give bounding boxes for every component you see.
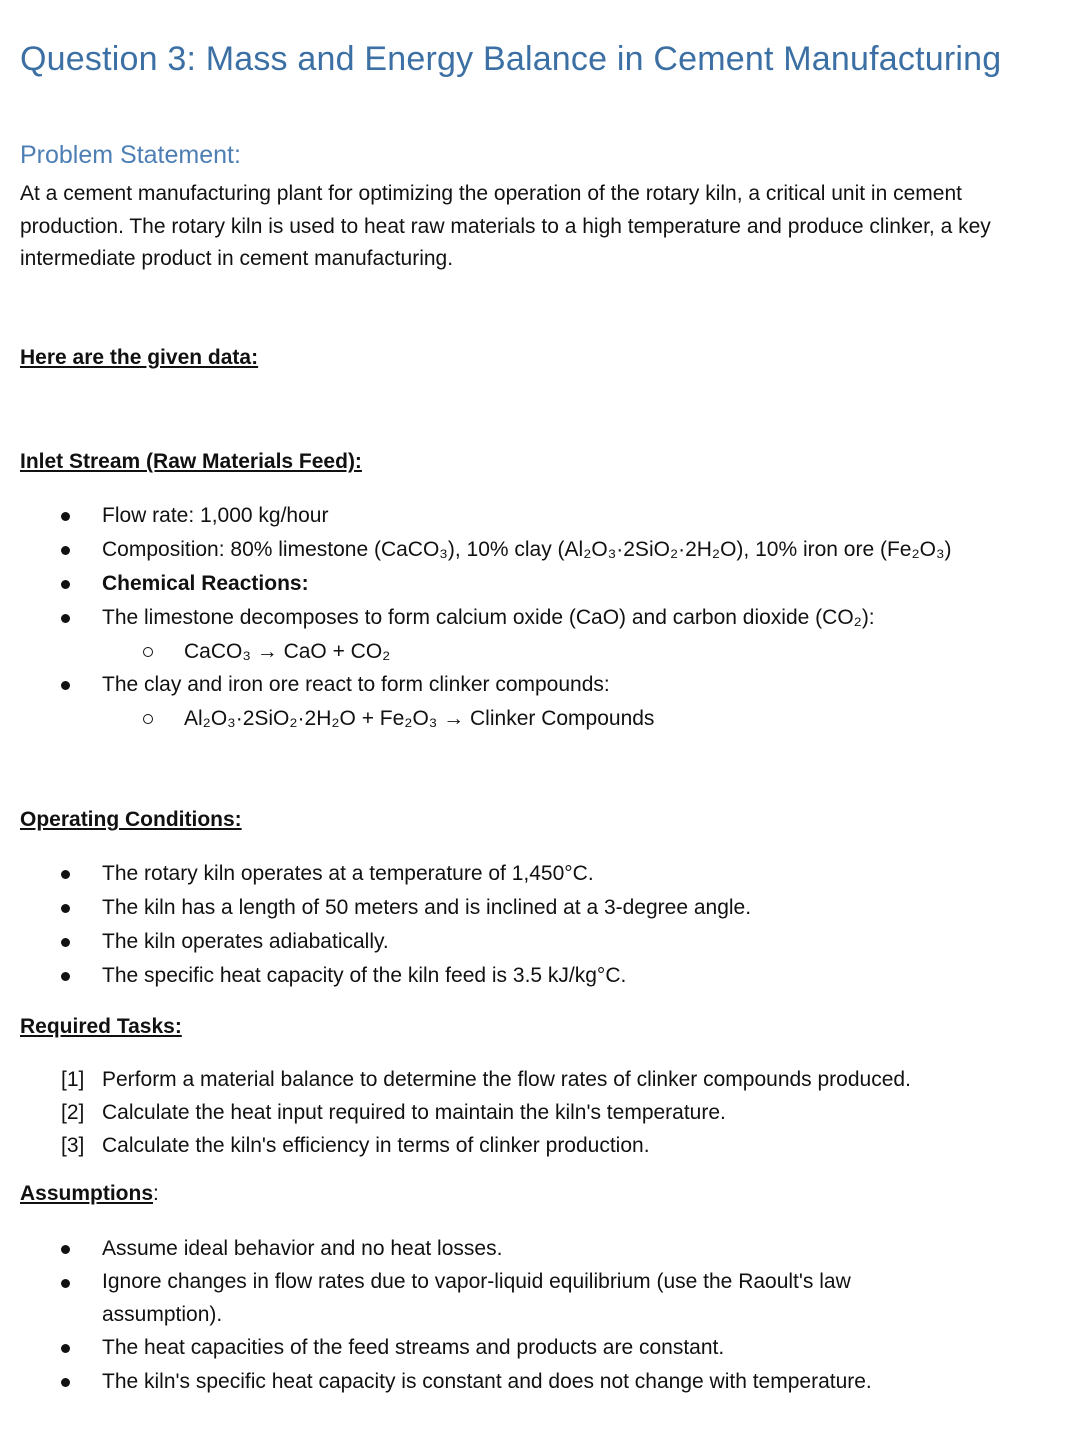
task-text: Perform a material balance to determine the flow rates of clinker compounds produced. bbox=[102, 1068, 911, 1091]
list-item: The kiln's specific heat capacity is constant and does not change with temperature. bbox=[0, 1365, 1066, 1399]
task-item bbox=[0, 1129, 1066, 1162]
problem-statement-heading: Problem Statement: bbox=[20, 141, 241, 169]
given-data-heading: Here are the given data: bbox=[20, 346, 259, 369]
list-item: Ignore changes in flow rates due to vapor-liquid equilibrium (use the Raoult's law assumption). bbox=[0, 1266, 962, 1331]
bullet-icon bbox=[61, 1245, 70, 1254]
task-number: [2] bbox=[61, 1101, 85, 1124]
bullet-icon bbox=[61, 1344, 70, 1353]
bullet-icon bbox=[61, 972, 70, 981]
list-item: Chemical Reactions: bbox=[0, 567, 1066, 601]
operating-conditions-list bbox=[0, 857, 1066, 993]
bullet-icon bbox=[61, 1279, 70, 1288]
operating-conditions-heading: Operating Conditions: bbox=[20, 808, 242, 831]
sub-list-item: Al₂O₃·2SiO₂·2H₂O + Fe₂O₃ → Clinker Compounds bbox=[0, 702, 1066, 735]
list-item: The clay and iron ore react to form clinker compounds: bbox=[0, 668, 1066, 702]
circle-bullet-icon bbox=[143, 647, 153, 657]
list-item: Flow rate: 1,000 kg/hour bbox=[0, 499, 1066, 533]
bullet-icon bbox=[61, 1378, 70, 1387]
list-item: The heat capacities of the feed streams and products are constant. bbox=[0, 1331, 1066, 1365]
required-tasks-heading: Required Tasks: bbox=[20, 1015, 182, 1038]
task-number: [3] bbox=[61, 1134, 85, 1157]
list-item: The kiln has a length of 50 meters and is inclined at a 3-degree angle. bbox=[0, 891, 1066, 925]
list-item: Assume ideal behavior and no heat losses. bbox=[0, 1232, 1066, 1266]
bullet-icon bbox=[61, 870, 70, 879]
task-number: [1] bbox=[61, 1068, 85, 1091]
list-item: The specific heat capacity of the kiln feed is 3.5 kJ/kg°C. bbox=[0, 959, 1066, 993]
task-item bbox=[0, 1096, 1066, 1129]
page-title: Question 3: Mass and Energy Balance in Cement Manufacturing bbox=[20, 40, 1002, 78]
bullet-icon bbox=[61, 938, 70, 947]
task-text: Calculate the heat input required to maintain the kiln's temperature. bbox=[102, 1101, 726, 1124]
problem-statement-text: At a cement manufacturing plant for optimizing the operation of the rotary kiln, a critical unit in cement production. The rotary kiln is used to heat raw materials to a high temperature and produce clinker, a key intermediate product in cement manufacturing. bbox=[20, 182, 991, 270]
inlet-stream-list bbox=[0, 499, 1066, 735]
circle-bullet-icon bbox=[143, 714, 153, 724]
bullet-icon bbox=[61, 904, 70, 913]
bullet-icon bbox=[61, 681, 70, 690]
list-item: The rotary kiln operates at a temperature of 1,450°C. bbox=[0, 857, 1066, 891]
assumptions-heading: Assumptions: bbox=[20, 1182, 159, 1205]
assumptions-list bbox=[0, 1232, 1066, 1399]
sub-list-item: CaCO₃ → CaO + CO₂ bbox=[0, 635, 1066, 668]
bullet-icon bbox=[61, 546, 70, 555]
inlet-stream-heading: Inlet Stream (Raw Materials Feed): bbox=[20, 450, 362, 473]
list-item: The limestone decomposes to form calcium oxide (CaO) and carbon dioxide (CO₂): bbox=[0, 601, 1066, 635]
task-item bbox=[0, 1063, 1066, 1096]
bullet-icon bbox=[61, 614, 70, 623]
list-item: Composition: 80% limestone (CaCO₃), 10% clay (Al₂O₃·2SiO₂·2H₂O), 10% iron ore (Fe₂O₃) bbox=[0, 533, 1066, 567]
list-item: The kiln operates adiabatically. bbox=[0, 925, 1066, 959]
task-text: Calculate the kiln's efficiency in terms of clinker production. bbox=[102, 1134, 650, 1157]
bullet-icon bbox=[61, 580, 70, 589]
bullet-icon bbox=[61, 512, 70, 521]
required-tasks-list bbox=[0, 1063, 1066, 1162]
